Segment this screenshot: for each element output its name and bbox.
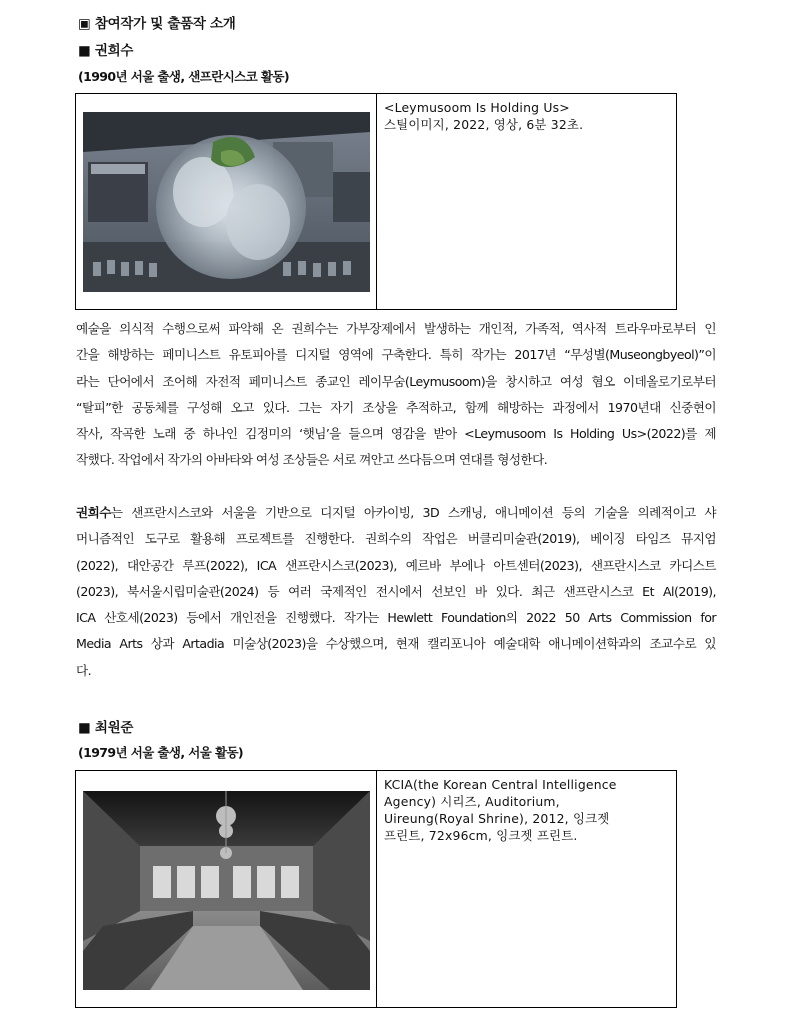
caption-line: Uireung(Royal Shrine), 2012, 잉크젯 <box>384 811 610 826</box>
paragraph-line: (2023), 북서울시립미술관(2024) 등 여러 국제적인 전시에서 선보인 바 있다. 최근 샌프란시스코 Et Al(2019), <box>76 583 716 599</box>
artwork-image-cell <box>76 94 377 309</box>
caption-line: Agency) 시리즈, Auditorium, <box>384 794 560 809</box>
artist-description <box>76 316 716 474</box>
artist-name: ■ 최원준 <box>78 720 134 736</box>
artwork-image <box>83 112 370 292</box>
paragraph-line: 머니즘적인 도구로 활용해 프로젝트를 진행한다. 권희수의 작업은 버클리미술관(2019), 베이징 타임즈 뮤지엄 <box>76 531 716 547</box>
paragraph-line: “탈피”한 공동체를 구성해 오고 있다. 그는 자기 조상을 추적하고, 함께 해방하는 과정에서 1970년대 신중현이 <box>76 399 716 415</box>
artist-biography <box>76 500 716 684</box>
paragraph-line: 간을 해방하는 페미니스트 유토피아를 디지털 영역에 구축한다. 특히 작가는 2017년 “무성별(Museongbyeol)”이 <box>76 347 716 363</box>
paragraph-line: 다. <box>76 662 92 678</box>
paragraph-line: 라는 단어에서 조어해 자전적 페미니스트 종교인 레이무숨(Leymusoom)을 창시하고 여성 혐오 이데올로기로부터 <box>76 373 716 389</box>
caption-line: KCIA(the Korean Central Intelligence <box>384 777 617 792</box>
artist-name-bold: 권희수 <box>76 505 111 520</box>
artist-subtitle: (1979년 서울 출생, 서울 활동) <box>78 745 244 760</box>
paragraph-text: 는 샌프란시스코와 서울을 기반으로 디지털 아카이빙, 3D 스캐닝, 애니메이션 등의 기술을 의례적이고 샤 <box>110 505 716 520</box>
paragraph-line: 작했다. 작업에서 작가의 아바타와 여성 조상들은 서로 껴안고 쓰다듬으며 연대를 형성한다. <box>76 452 548 468</box>
section-heading: ▣ 참여작가 및 출품작 소개 <box>78 16 236 32</box>
artwork-table <box>75 93 677 310</box>
caption-line: 스틸이미지, 2022, 영상, 6분 32초. <box>384 117 584 132</box>
paragraph-line: Media Arts 상과 Artadia 미술상(2023)을 수상했으며, 현재 캘리포니아 예술대학 애니메이션학과의 조교수로 있 <box>76 636 716 652</box>
paragraph-line: 예술을 의식적 수행으로써 파악해 온 권희수는 가부장제에서 발생하는 개인적, 가족적, 역사적 트라우마로부터 인 <box>76 321 716 336</box>
paragraph-line: 작사, 작곡한 노래 중 하나인 김정미의 ‘햇님’을 들으며 영감을 받아 <Leymusoom Is Holding Us>(2022)를 제 <box>76 426 716 442</box>
artwork-caption <box>377 94 676 309</box>
caption-line: 프린트, 72x96cm, 잉크젯 프린트. <box>384 828 578 843</box>
artwork-table <box>75 770 677 1008</box>
paragraph-line: (2022), 대안공간 루프(2022), ICA 샌프란시스코(2023), 예르바 부에나 아트센터(2023), 샌프란시스코 카디스트 <box>76 557 716 573</box>
caption-line: <Leymusoom Is Holding Us> <box>384 100 570 115</box>
artwork-image-cell <box>76 771 377 1007</box>
artwork-image <box>83 791 370 990</box>
paragraph-line: ICA 산호세(2023) 등에서 개인전을 진행했다. 작가는 Hewlett Foundation의 2022 50 Arts Commission for <box>76 610 716 626</box>
artist-subtitle: (1990년 서울 출생, 샌프란시스코 활동) <box>78 69 289 84</box>
artist-name: ■ 권희수 <box>78 43 134 59</box>
artwork-caption <box>377 771 676 1007</box>
paragraph-line <box>76 500 716 526</box>
